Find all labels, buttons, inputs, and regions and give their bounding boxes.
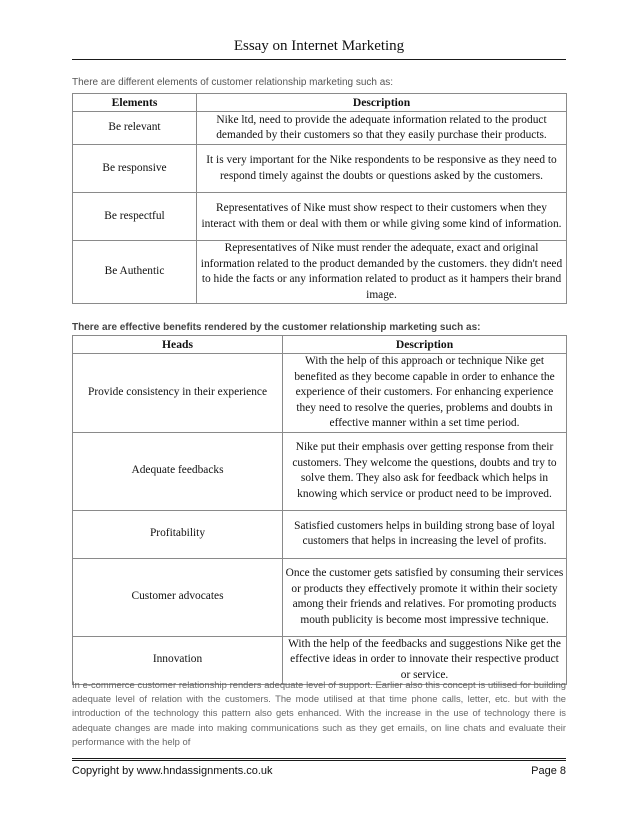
description-cell: Once the customer gets satisfied by consuming their services or products they effectively promote it within their society among their friends and relatives. For promoting products mouth publicity is become most impressive technique. [283,558,567,636]
head-cell: Customer advocates [73,558,283,636]
header-divider [72,59,566,60]
description-cell: Representatives of Nike must show respect to their customers when they interact with them or deal with them or while giving some kind of information. [197,193,567,241]
footer-divider [72,758,566,761]
column-header-heads: Heads [73,336,283,354]
description-cell: With the help of the feedbacks and suggestions Nike get the effective ideas in order to innovate their respective product or service. [283,636,567,684]
footer-copyright: Copyright by www.hndassignments.co.uk [72,765,273,777]
column-header-description: Description [283,336,567,354]
header-title: Essay on Internet Marketing [233,38,405,54]
element-cell: Be relevant [73,112,197,145]
column-header-description: Description [197,94,567,112]
description-cell: Nike ltd, need to provide the adequate information related to the product demanded by their customers so that they easily purchase their products. [197,112,567,145]
table-row [73,510,567,558]
description-cell: Representatives of Nike must render the adequate, exact and original information related to the product demanded by the customers. they didn't need to hide the facts or any information related to product as it hampers their brand image. [197,241,567,304]
elements-table [72,93,567,304]
table-row [73,558,567,636]
head-cell: Adequate feedbacks [73,432,283,510]
head-cell: Profitability [73,510,283,558]
benefits-intro: There are effective benefits rendered by the customer relationship marketing such as: [72,322,481,333]
element-cell: Be respectful [73,193,197,241]
table-row [73,241,567,304]
table-row [73,354,567,433]
description-cell: With the help of this approach or technique Nike get benefited as they become capable in order to enhance the experience of their customers. For enhancing experience they need to resolve the queries, problems and doubts in effective manner within a set time period. [283,354,567,433]
benefits-table [72,335,567,685]
description-cell: Nike put their emphasis over getting response from their customers. They welcome the questions, doubts and try to solve them. They also ask for feedback which helps in knowing which service or product need to be improved. [283,432,567,510]
element-cell: Be responsive [73,145,197,193]
elements-intro: There are different elements of customer relationship marketing such as: [72,77,394,88]
table-row [73,145,567,193]
table-row [73,432,567,510]
description-cell: It is very important for the Nike respondents to be responsive as they need to respond timely against the doubts or questions asked by the customers. [197,145,567,193]
head-cell: Innovation [73,636,283,684]
body-paragraph: In e-commerce customer relationship renders adequate level of support. Earlier also this concept is utilised for building adequate level of relation with the customers. The mode utilised at that time phone calls, letter, etc. but with the introduction of the technology this pattern also gets enhanced. With the increase in the use of technology there is adequate changes are made into making communications such as they get emails, on line chats and evaluate their performance with the help of [72,679,566,747]
table-header-row [73,94,567,112]
head-cell: Provide consistency in their experience [73,354,283,433]
column-header-elements: Elements [73,94,197,112]
table-header-row [73,336,567,354]
table-row [73,193,567,241]
description-cell: Satisfied customers helps in building strong base of loyal customers that helps in increasing the level of profits. [283,510,567,558]
table-row [73,112,567,145]
element-cell: Be Authentic [73,241,197,304]
table-row [73,636,567,684]
footer-page-number: Page 8 [531,765,566,777]
